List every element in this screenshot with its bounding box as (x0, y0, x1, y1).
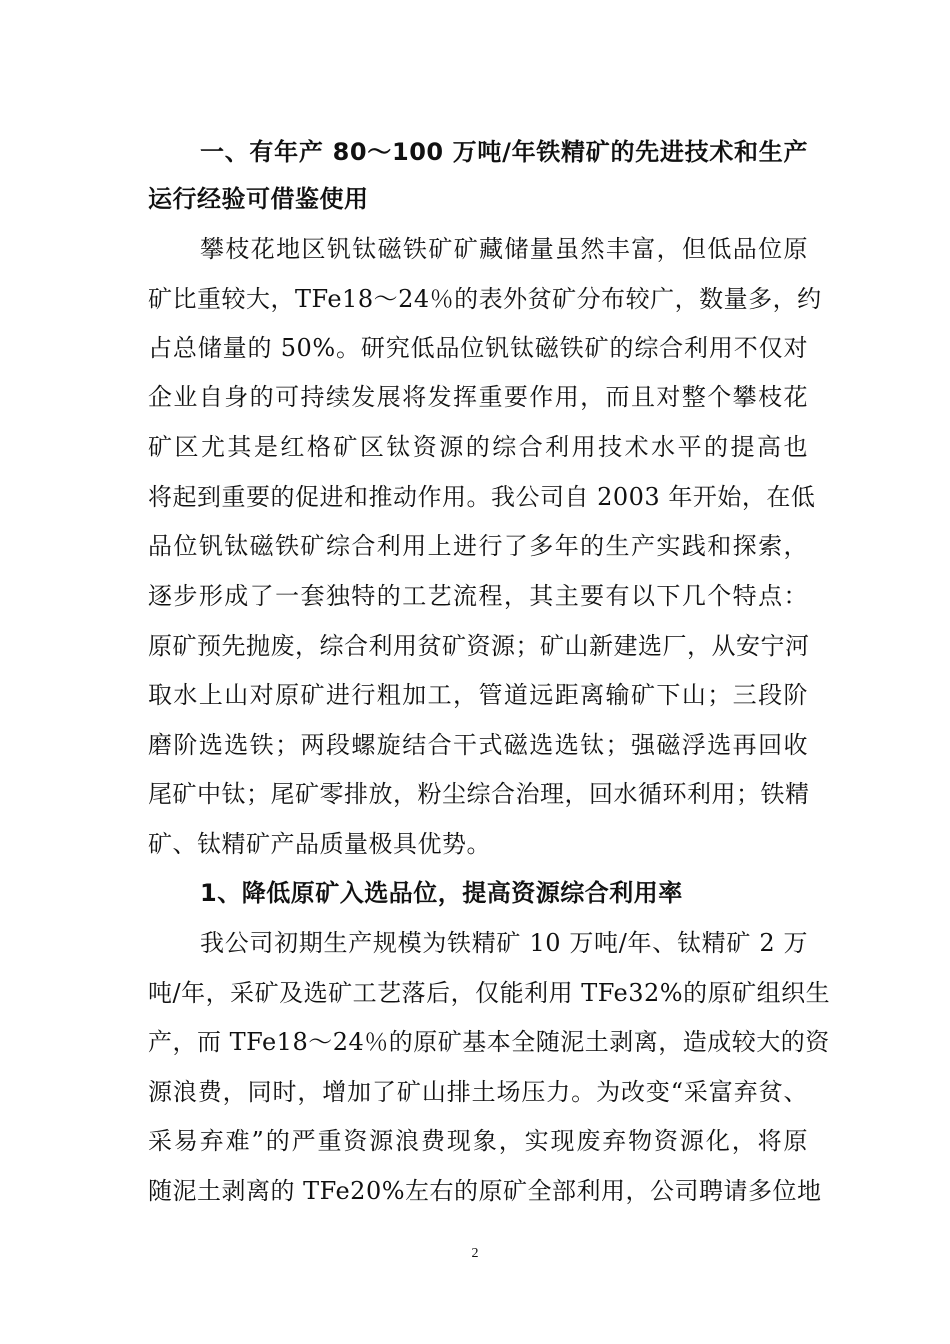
subheading: 1、降低原矿入选品位，提高资源综合利用率 (200, 879, 683, 907)
paragraph-line: 产，而 TFe18～24％的原矿基本全随泥土剥离，造成较大的资 (148, 1028, 830, 1056)
paragraph-line: 品位钒钛磁铁矿综合利用上进行了多年的生产实践和探索， (148, 532, 808, 560)
section-heading-line-1: 一、有年产 80～100 万吨/年铁精矿的先进技术和生产 (200, 138, 808, 166)
paragraph-line: 占总储量的 50%。研究低品位钒钛磁铁矿的综合利用不仅对 (148, 334, 808, 362)
paragraph-line: 磨阶选选铁；两段螺旋结合干式磁选选钛；强磁浮选再回收 (148, 731, 808, 759)
paragraph-line: 吨/年，采矿及选矿工艺落后，仅能利用 TFe32%的原矿组织生 (148, 979, 831, 1007)
paragraph-line: 随泥土剥离的 TFe20%左右的原矿全部利用，公司聘请多位地 (148, 1177, 822, 1205)
paragraph-line: 我公司初期生产规模为铁精矿 10 万吨/年、钛精矿 2 万 (200, 929, 808, 957)
paragraph-line: 尾矿中钛；尾矿零排放，粉尘综合治理，回水循环利用；铁精 (148, 780, 810, 808)
paragraph-line: 逐步形成了一套独特的工艺流程，其主要有以下几个特点： (148, 582, 808, 610)
page-number: 2 (471, 1246, 479, 1261)
paragraph-line: 矿、钛精矿产品质量极具优势。 (148, 830, 491, 858)
paragraph-line: 企业自身的可持续发展将发挥重要作用，而且对整个攀枝花 (148, 383, 808, 411)
paragraph-line: 原矿预先抛废，综合利用贫矿资源；矿山新建选厂，从安宁河 (148, 632, 810, 660)
paragraph-line: 矿区尤其是红格矿区钛资源的综合利用技术水平的提高也 (148, 433, 808, 461)
paragraph-line: 取水上山对原矿进行粗加工，管道远距离输矿下山；三段阶 (148, 681, 808, 709)
paragraph-line: 将起到重要的促进和推动作用。我公司自 2003 年开始，在低 (148, 483, 816, 511)
paragraph-line: 矿比重较大，TFe18～24％的表外贫矿分布较广，数量多，约 (148, 285, 822, 313)
paragraph-line: 采易弃难”的严重资源浪费现象，实现废弃物资源化，将原 (148, 1127, 808, 1155)
paragraph-line: 攀枝花地区钒钛磁铁矿矿藏储量虽然丰富，但低品位原 (200, 235, 808, 263)
paragraph-line: 源浪费，同时，增加了矿山排土场压力。为改变“采富弃贫、 (148, 1078, 808, 1106)
section-heading-line-2: 运行经验可借鉴使用 (148, 185, 369, 213)
